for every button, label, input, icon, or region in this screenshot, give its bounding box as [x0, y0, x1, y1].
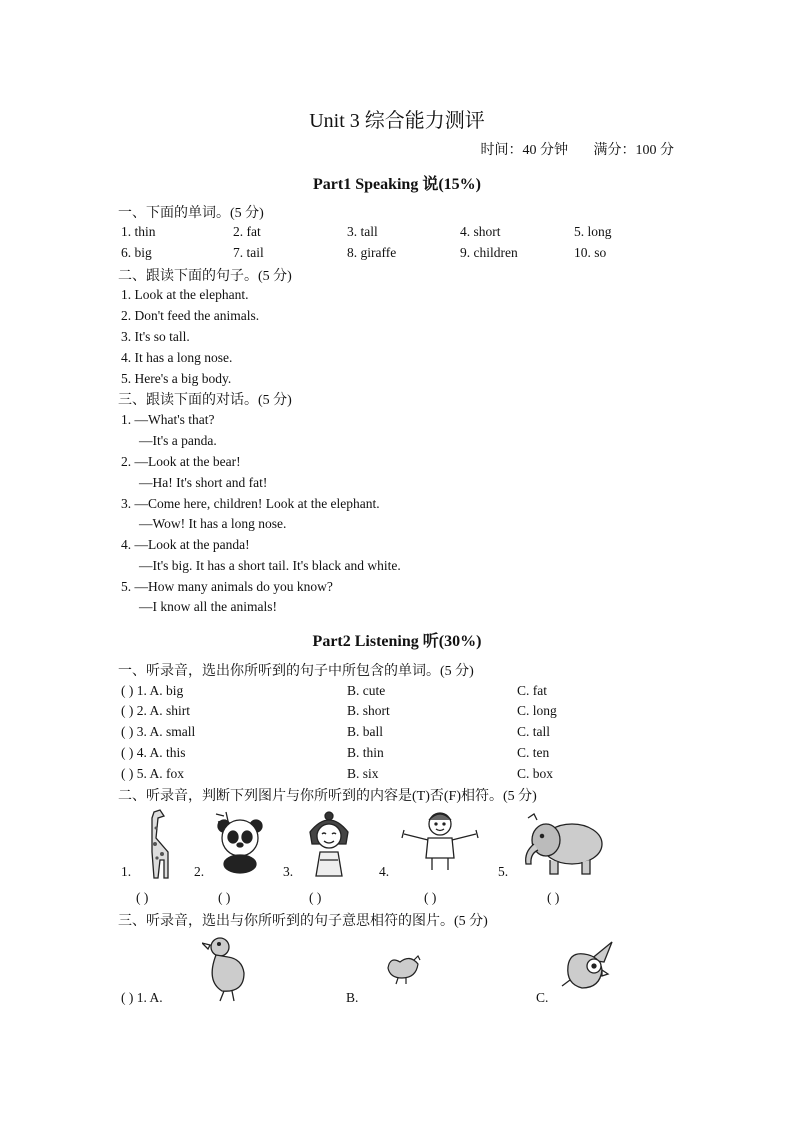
choice-row-num: ( ) 3. A. small	[121, 724, 196, 739]
word-item: 8. giraffe	[347, 245, 397, 260]
word-item: 2. fat	[233, 224, 261, 239]
choice-row-num: ( ) 1. A.	[121, 990, 163, 1005]
answer-blank[interactable]: ( )	[424, 890, 437, 905]
choice-b: B. cute	[347, 683, 386, 698]
answer-blank[interactable]: ( )	[309, 890, 322, 905]
part2-title: Part2 Listening 听(30%)	[312, 633, 482, 650]
part1-title: Part1 Speaking 说(15%)	[312, 176, 481, 193]
dialog-line: —Wow! It has a long nose.	[139, 516, 287, 531]
choice-row-num: ( ) 5. A. fox	[121, 766, 184, 781]
bird-icon	[560, 940, 616, 994]
sentence-item: 4. It has a long nose.	[121, 350, 233, 365]
p1-s2-heading: 二、跟读下面的句子。(5 分)	[118, 269, 292, 284]
p1-s3-heading: 三、跟读下面的对话。(5 分)	[118, 393, 292, 408]
elephant-icon	[520, 812, 606, 876]
dialog-line: —I know all the animals!	[139, 599, 277, 614]
panda-icon	[212, 810, 268, 874]
tf-label: 2.	[194, 864, 205, 879]
page-title: Unit 3 综合能力测评	[309, 110, 485, 132]
choice-c: C.	[536, 990, 549, 1005]
dialog-line: —Ha! It's short and fat!	[139, 475, 268, 490]
tf-label: 3.	[283, 864, 294, 879]
p1-s1-heading: 一、下面的单词。(5 分)	[118, 206, 264, 221]
word-item: 6. big	[121, 245, 152, 260]
p2-s3-heading: 三、听录音，选出与你所听到的句子意思相符的图片。(5 分)	[118, 914, 488, 929]
answer-blank[interactable]: ( )	[218, 890, 231, 905]
tf-label: 1.	[121, 864, 132, 879]
dialog-line: 3. —Come here, children! Look at the elephant.	[121, 496, 380, 511]
choice-row-num: ( ) 1. A. big	[121, 683, 184, 698]
giraffe-icon	[142, 808, 174, 880]
boy-icon	[400, 808, 480, 872]
exam-score: 满分：100 分	[593, 143, 674, 158]
choice-row-num: ( ) 2. A. shirt	[121, 703, 190, 718]
girl-icon	[304, 810, 354, 878]
choice-b: B. thin	[347, 745, 384, 760]
choice-b: B. short	[347, 703, 390, 718]
word-item: 9. children	[460, 245, 518, 260]
dialog-line: —It's a panda.	[139, 433, 217, 448]
p2-s1-heading: 一、听录音，选出你所听到的句子中所包含的单词。(5 分)	[118, 664, 474, 679]
exam-time: 时间：40 分钟	[480, 143, 568, 158]
word-item: 10. so	[574, 245, 607, 260]
answer-blank[interactable]: ( )	[547, 890, 560, 905]
word-item: 1. thin	[121, 224, 156, 239]
word-item: 7. tail	[233, 245, 264, 260]
sentence-item: 5. Here's a big body.	[121, 371, 232, 386]
choice-c: C. ten	[517, 745, 550, 760]
choice-b: B. six	[347, 766, 379, 781]
sentence-item: 2. Don't feed the animals.	[121, 308, 260, 323]
word-item: 5. long	[574, 224, 612, 239]
dialog-line: —It's big. It has a short tail. It's black and white.	[139, 558, 401, 573]
dialog-line: 5. —How many animals do you know?	[121, 579, 333, 594]
choice-b: B. ball	[347, 724, 383, 739]
choice-c: C. tall	[517, 724, 550, 739]
duck-icon	[202, 933, 248, 1003]
choice-c: C. fat	[517, 683, 547, 698]
choice-c: C. long	[517, 703, 557, 718]
hen-icon	[384, 948, 422, 986]
choice-c: C. box	[517, 766, 554, 781]
dialog-line: 2. —Look at the bear!	[121, 454, 241, 469]
sentence-item: 3. It's so tall.	[121, 329, 190, 344]
exam-meta	[459, 139, 675, 159]
word-item: 3. tall	[347, 224, 378, 239]
sentence-item: 1. Look at the elephant.	[121, 287, 249, 302]
tf-label: 5.	[498, 864, 509, 879]
tf-label: 4.	[379, 864, 390, 879]
word-item: 4. short	[460, 224, 501, 239]
choice-b: B.	[346, 990, 359, 1005]
choice-row-num: ( ) 4. A. this	[121, 745, 186, 760]
p2-s2-heading: 二、听录音，判断下列图片与你所听到的内容是(T)否(F)相符。(5 分)	[118, 789, 537, 804]
dialog-line: 1. —What's that?	[121, 412, 215, 427]
dialog-line: 4. —Look at the panda!	[121, 537, 250, 552]
answer-blank[interactable]: ( )	[136, 890, 149, 905]
